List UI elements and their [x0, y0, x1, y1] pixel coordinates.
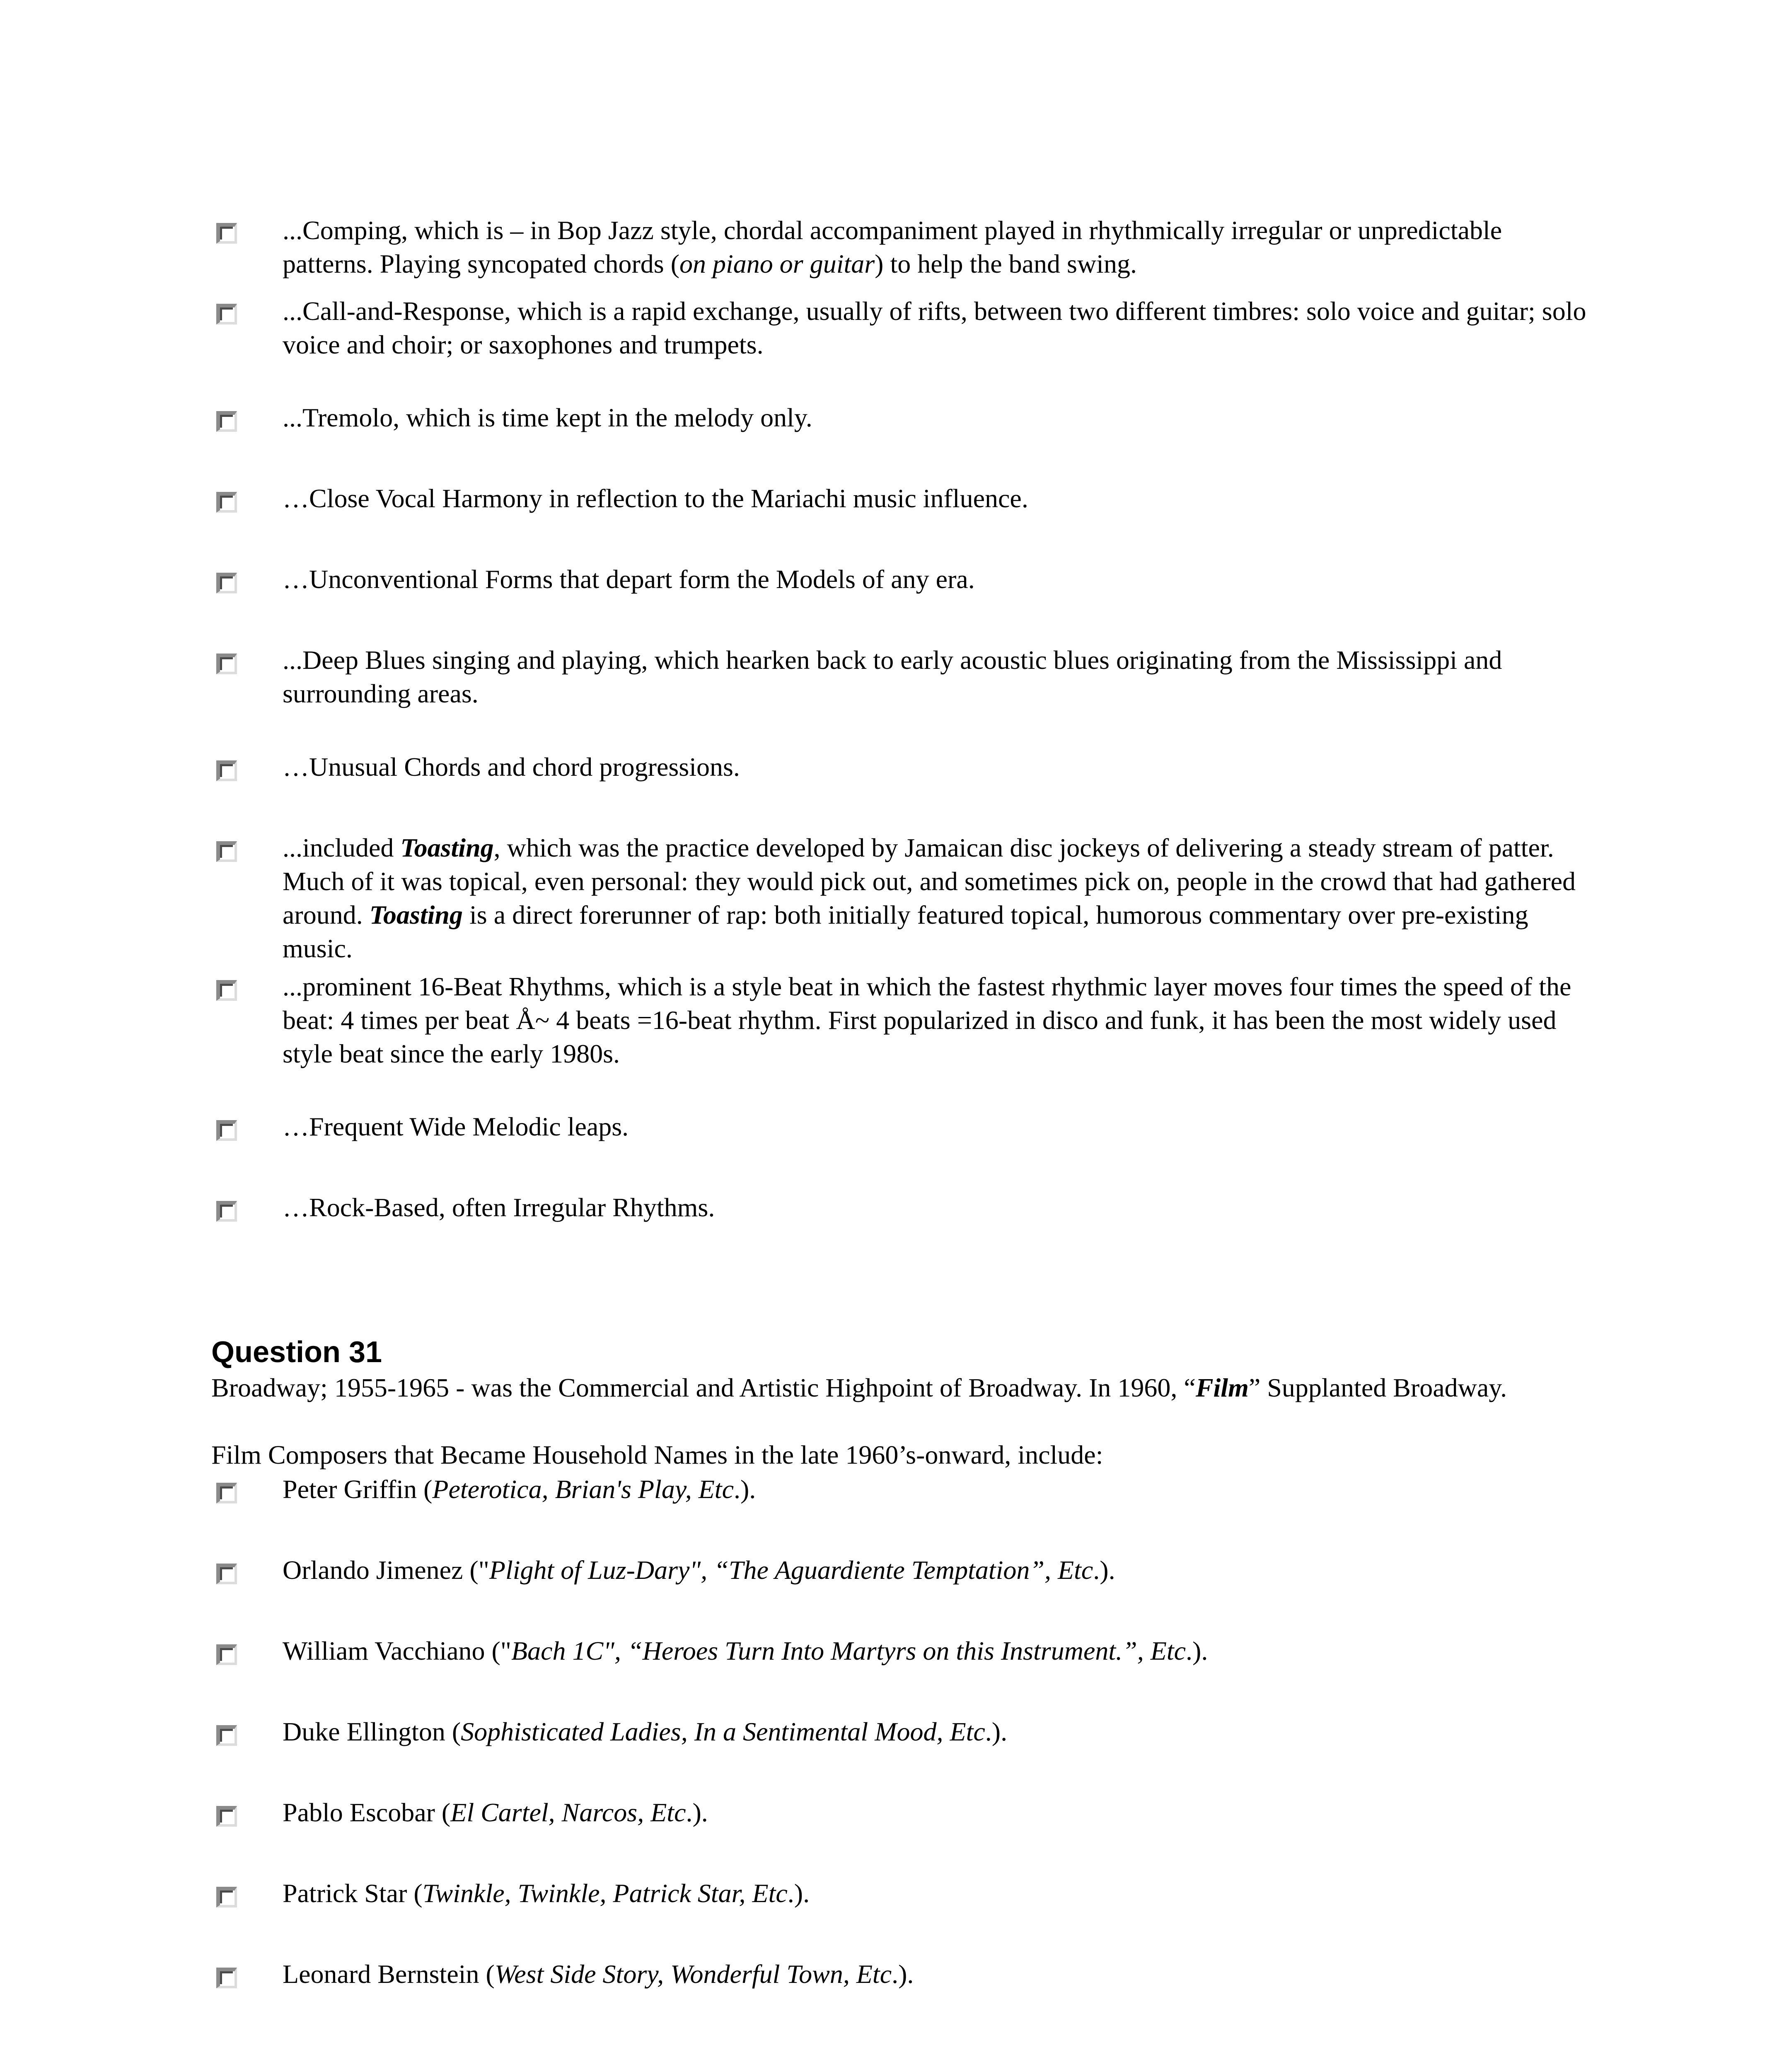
answer-checkbox[interactable]	[216, 573, 237, 593]
answer-text: …Unusual Chords and chord progressions.	[283, 752, 740, 782]
answer-checkbox[interactable]	[216, 304, 237, 324]
answer-checkbox[interactable]	[216, 760, 237, 781]
answer-text: ...included Toasting, which was the practice developed by Jamaican disc jockeys of delivering a steady stream of patter. Much of it was topical, even personal: they would pick out, and sometimes pick on, people in the crowd that had gathered around. Toasting is a direct forerunner of rap: both initially featured topical, humorous commentary over pre-existing music.	[283, 833, 1576, 963]
answer-checkbox[interactable]	[216, 492, 237, 513]
answer-text: ...Tremolo, which is time kept in the melody only.	[283, 403, 812, 432]
question-stem-line: Film Composers that Became Household Names in the late 1960’s-onward, include:	[211, 1440, 1103, 1469]
answer-checkbox[interactable]	[216, 841, 237, 862]
answer-text: …Unconventional Forms that depart form the Models of any era.	[283, 564, 975, 594]
answer-checkbox[interactable]	[216, 1120, 237, 1141]
answer-text: William Vacchiano ("Bach 1C", “Heroes Turn Into Martyrs on this Instrument.”, Etc.).	[283, 1636, 1208, 1665]
answer-checkbox[interactable]	[216, 1644, 237, 1665]
question-stem: Broadway; 1955-1965 - was the Commercial and Artistic Highpoint of Broadway. In 1960, “Film” Supplanted Broadway.	[211, 1373, 1507, 1402]
answer-text: Patrick Star (Twinkle, Twinkle, Patrick Star, Etc.).	[283, 1878, 810, 1908]
answer-text: Duke Ellington (Sophisticated Ladies, In a Sentimental Mood, Etc.).	[283, 1717, 1008, 1746]
question-title: Question 31	[211, 1336, 382, 1369]
answer-checkbox[interactable]	[216, 1201, 237, 1222]
answer-checkbox[interactable]	[216, 1968, 237, 1988]
answer-text: ...Deep Blues singing and playing, which hearken back to early acoustic blues originating from the Mississippi and surrounding areas.	[283, 645, 1502, 708]
answer-checkbox[interactable]	[216, 1483, 237, 1503]
answer-text: Leonard Bernstein (West Side Story, Wonderful Town, Etc.).	[283, 1959, 914, 1989]
answer-text: …Frequent Wide Melodic leaps.	[283, 1112, 629, 1141]
answer-text: ...Call-and-Response, which is a rapid exchange, usually of rifts, between two different timbres: solo voice and guitar; solo voice and choir; or saxophones and trumpets.	[283, 296, 1586, 359]
answer-checkbox[interactable]	[216, 1564, 237, 1584]
answer-text: Pablo Escobar (El Cartel, Narcos, Etc.).	[283, 1798, 708, 1827]
answer-text: Peter Griffin (Peterotica, Brian's Play, Etc.).	[283, 1474, 756, 1504]
answer-text: ...prominent 16-Beat Rhythms, which is a style beat in which the fastest rhythmic layer moves four times the speed of the beat: 4 times per beat Å~ 4 beats =16-beat rhythm. First popularized in disco and funk, it has been the most widely used style beat since the early 1980s.	[283, 972, 1571, 1068]
answer-text: ...Comping, which is – in Bop Jazz style, chordal accompaniment played in rhythmically irregular or unpredictable patterns. Playing syncopated chords (on piano or guitar) to help the band swing.	[283, 215, 1502, 278]
answer-checkbox[interactable]	[216, 654, 237, 674]
answer-text: Orlando Jimenez ("Plight of Luz-Dary", “The Aguardiente Temptation”, Etc.).	[283, 1555, 1115, 1585]
answer-checkbox[interactable]	[216, 1887, 237, 1907]
answer-checkbox[interactable]	[216, 1806, 237, 1827]
answer-checkbox[interactable]	[216, 411, 237, 432]
answer-checkbox[interactable]	[216, 980, 237, 1001]
answer-checkbox[interactable]	[216, 223, 237, 244]
answer-text: …Rock-Based, often Irregular Rhythms.	[283, 1193, 715, 1222]
answer-text: …Close Vocal Harmony in reflection to the Mariachi music influence.	[283, 484, 1028, 513]
answer-checkbox[interactable]	[216, 1725, 237, 1746]
